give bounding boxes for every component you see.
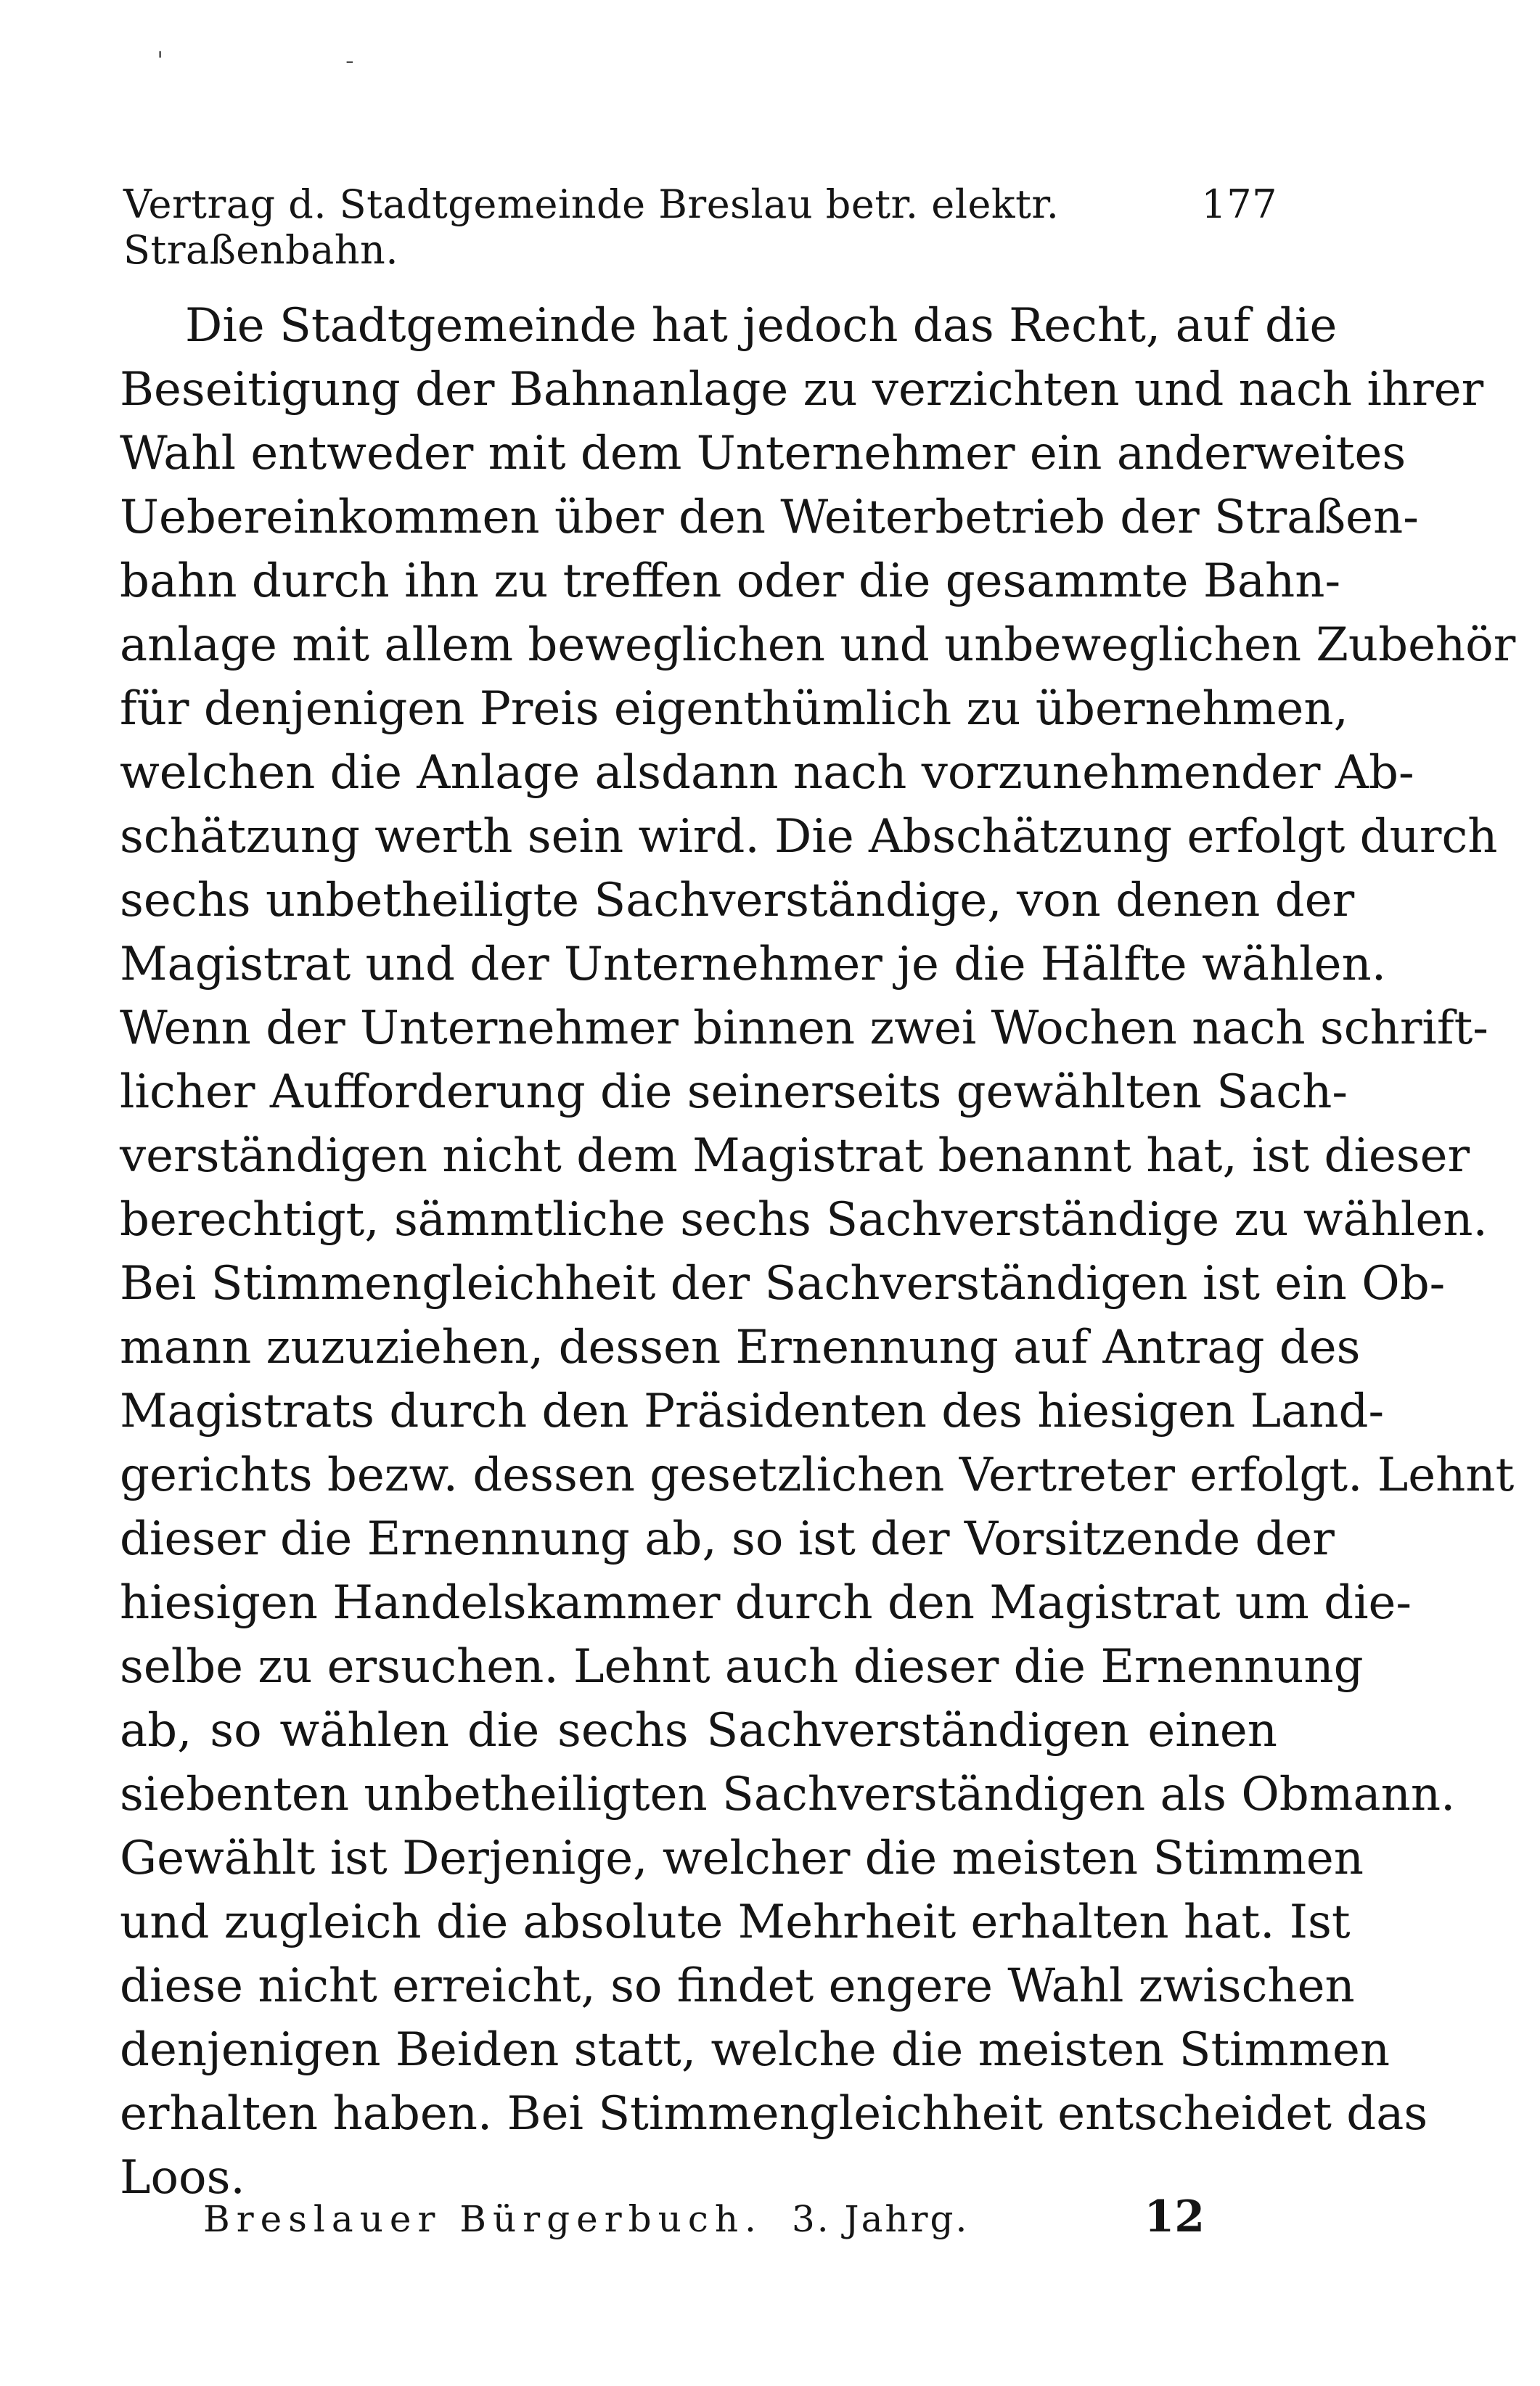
text-line: mann zuzuziehen, dessen Ernennung auf Antrag des [120,1321,1361,1374]
sheet-number: 12 [1144,2192,1205,2242]
text-line: selbe zu ersuchen. Lehnt auch dieser die Ernennung [120,1640,1364,1694]
text-line: Magistrat und der Unternehmer je die Hälfte wählen. [120,938,1387,991]
text-line: Uebereinkommen über den Weiterbetrieb der Straßen- [120,491,1419,544]
page-footer [203,2192,1205,2242]
text-line: licher Aufforderung die seinerseits gewählten Sach- [120,1065,1348,1119]
text-line: Wahl entweder mit dem Unternehmer ein anderweites [120,427,1406,480]
text-line: ab, so wählen die sechs Sachverständigen einen [120,1704,1277,1758]
text-line: hiesigen Handelskammer durch den Magistrat um die- [120,1576,1412,1630]
text-line: Gewählt ist Derjenige, welcher die meisten Stimmen [120,1832,1364,1885]
text-line: siebenten unbetheiligten Sachverständigen als Obmann. [120,1768,1456,1821]
text-line: schätzung werth sein wird. Die Abschätzung erfolgt durch [120,810,1498,864]
text-line: Loos. [120,2151,245,2205]
text-line: verständigen nicht dem Magistrat benannt hat, ist dieser [120,1129,1470,1183]
text-line: gerichts bezw. dessen gesetzlichen Vertreter erfolgt. Lehnt [120,1448,1515,1502]
text-line: für denjenigen Preis eigenthümlich zu übernehmen, [120,682,1348,736]
text-line: Beseitigung der Bahnanlage zu verzichten und nach ihrer [120,363,1484,417]
text-line: diese nicht erreicht, so findet engere Wahl zwischen [120,1959,1355,2013]
page-number: 177 [1201,181,1277,227]
text-line: und zugleich die absolute Mehrheit erhalten hat. Ist [120,1895,1351,1949]
stray-marks: ' - [157,46,441,75]
text-line: Die Stadtgemeinde hat jedoch das Recht, auf die [185,299,1338,353]
text-line: Wenn der Unternehmer binnen zwei Wochen nach schrift- [120,1001,1488,1055]
text-line: erhalten haben. Bei Stimmengleichheit entscheidet das [120,2087,1428,2141]
running-title: Vertrag d. Stadtgemeinde Breslau betr. elektr. Straßenbahn. [123,181,1060,273]
text-line: Bei Stimmengleichheit der Sachverständigen ist ein Ob- [120,1257,1446,1311]
text-line: bahn durch ihn zu treffen oder die gesammte Bahn- [120,554,1341,608]
text-line: anlage mit allem beweglichen und unbeweglichen Zubehör [120,618,1516,672]
text-line: dieser die Ernennung ab, so ist der Vorsitzende der [120,1512,1335,1566]
text-line: sechs unbetheiligte Sachverständige, von denen der [120,874,1355,927]
text-line: Magistrats durch den Präsidenten des hiesigen Land- [120,1385,1385,1438]
volume-label: 3. Jahrg. [791,2198,970,2240]
text-line: denjenigen Beiden statt, welche die meisten Stimmen [120,2023,1390,2077]
signature-line: Breslauer Bürgerbuch. [203,2198,763,2240]
text-line: welchen die Anlage alsdann nach vorzunehmender Ab- [120,746,1414,800]
text-line: berechtigt, sämmtliche sechs Sachverständige zu wählen. [120,1193,1488,1247]
body-text [120,294,1516,2210]
running-header [123,181,1277,273]
